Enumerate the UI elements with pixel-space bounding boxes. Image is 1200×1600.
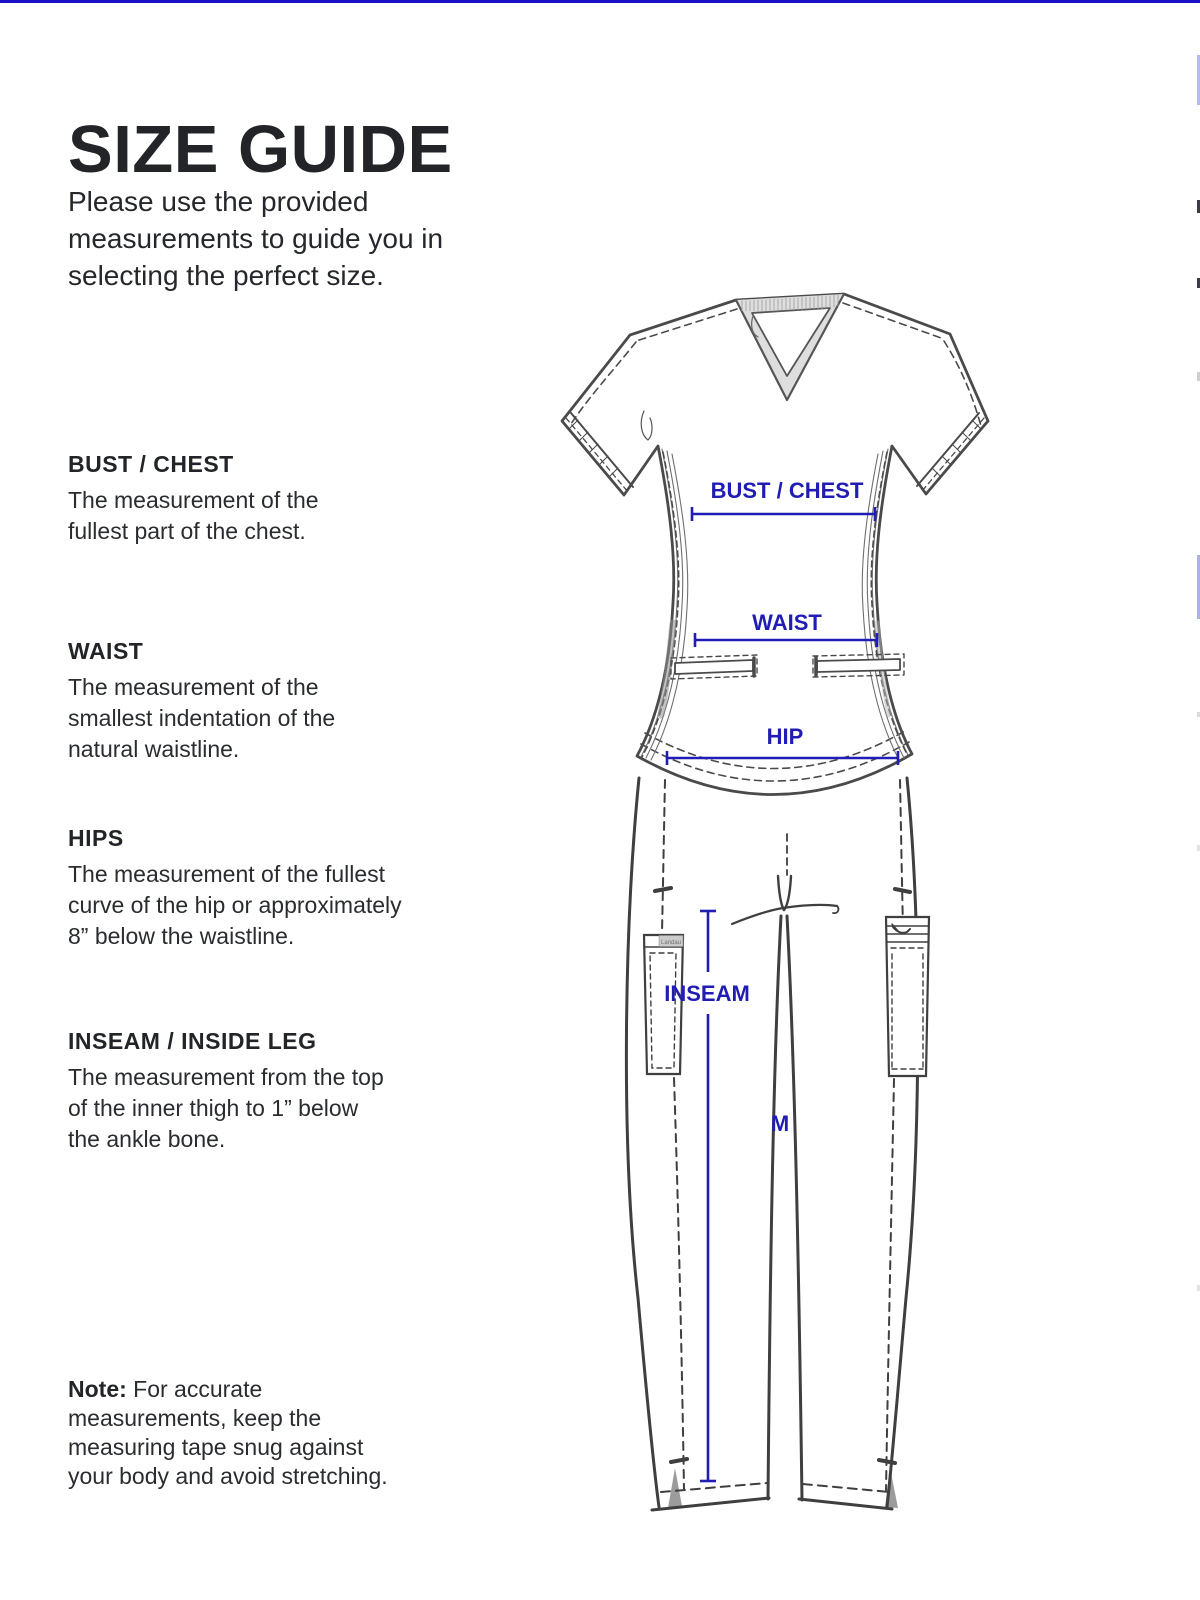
note-line: Note: For accurate <box>68 1376 263 1402</box>
intro-text <box>68 183 443 294</box>
note-line: measuring tape snug against <box>68 1434 364 1460</box>
cargo-pocket-right <box>886 917 929 1076</box>
section-body-line: the ankle bone. <box>68 1126 226 1152</box>
size-diagram-illustration <box>540 278 1000 1523</box>
pants-drawing <box>626 778 929 1510</box>
section-bust-chest <box>68 450 528 547</box>
section-heading: BUST / CHEST <box>68 451 234 477</box>
scrub-top-drawing <box>562 294 988 795</box>
section-body-line: smallest indentation of the <box>68 705 336 731</box>
waist-measure-label: WAIST <box>752 610 822 635</box>
section-waist <box>68 637 528 765</box>
bust-measure-label: BUST / CHEST <box>710 478 864 503</box>
section-body-line: curve of the hip or approximately <box>68 892 402 918</box>
hip-measure-label: HIP <box>766 724 804 749</box>
section-body-line: The measurement of the fullest <box>68 861 386 887</box>
size-letter-label: M <box>770 1111 790 1136</box>
section-heading: INSEAM / INSIDE LEG <box>68 1028 317 1054</box>
section-body-line: fullest part of the chest. <box>68 518 306 544</box>
section-hips <box>68 824 528 952</box>
inseam-measure-label: INSEAM <box>664 981 750 1006</box>
section-body-line: The measurement of the <box>68 674 319 700</box>
intro-line: Please use the provided <box>68 186 369 217</box>
section-body-line: 8” below the waistline. <box>68 923 295 949</box>
note-line: measurements, keep the <box>68 1405 322 1431</box>
intro-line: selecting the perfect size. <box>68 260 384 291</box>
section-body-line: The measurement from the top <box>68 1064 384 1090</box>
note-line: your body and avoid stretching. <box>68 1463 388 1489</box>
note-label: Note: <box>68 1376 127 1402</box>
section-body-line: The measurement of the <box>68 487 319 513</box>
section-heading: HIPS <box>68 825 124 851</box>
section-body-line: of the inner thigh to 1” below <box>68 1095 359 1121</box>
section-heading: WAIST <box>68 638 144 664</box>
page-title: SIZE GUIDE <box>68 111 453 187</box>
intro-line: measurements to guide you in <box>68 223 444 254</box>
note-text <box>68 1375 488 1491</box>
section-inseam <box>68 1027 528 1155</box>
top-border-line <box>0 0 1200 3</box>
pocket-tag-label: Landau <box>660 940 682 946</box>
section-body-line: natural waistline. <box>68 736 240 762</box>
